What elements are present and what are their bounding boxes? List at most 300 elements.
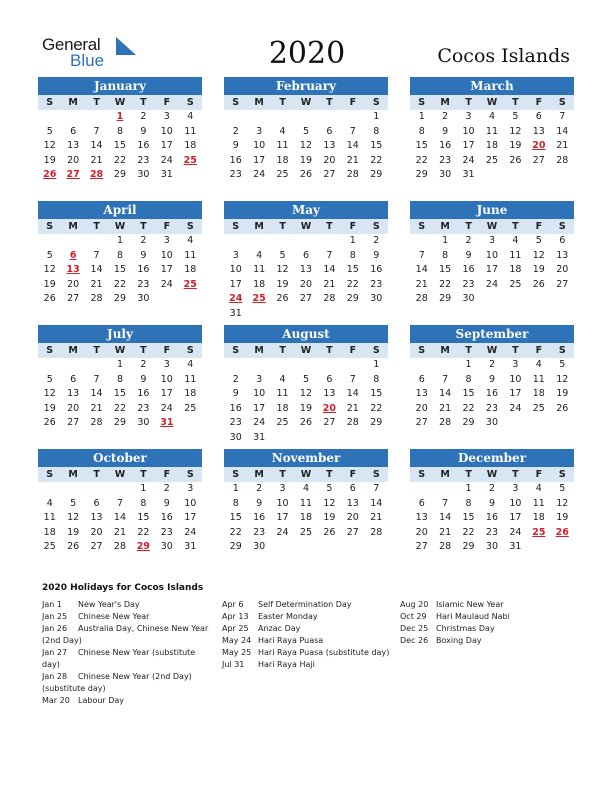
empty-day-cell bbox=[504, 168, 527, 183]
day-cell: 15 bbox=[137, 512, 150, 524]
empty-day-cell bbox=[433, 358, 456, 373]
day-cell: 6 bbox=[349, 483, 356, 494]
day-cell: 6 bbox=[70, 125, 77, 137]
day-cell: 17 bbox=[253, 402, 266, 414]
week-row bbox=[224, 416, 388, 431]
empty-day-cell bbox=[247, 234, 270, 249]
holiday-date: Dec 25 bbox=[400, 624, 429, 633]
day-cell: 15 bbox=[113, 264, 127, 276]
week-row bbox=[38, 402, 202, 417]
weekday-label: W bbox=[114, 97, 126, 108]
empty-day-cell bbox=[271, 110, 294, 125]
day-cell: 1 bbox=[373, 359, 380, 370]
month-header: July bbox=[38, 325, 202, 343]
day-cell: 20 bbox=[67, 278, 80, 290]
holiday-item bbox=[42, 671, 212, 695]
empty-day-cell bbox=[551, 292, 574, 307]
week-row bbox=[410, 110, 574, 125]
day-cell: 25 bbox=[485, 154, 499, 166]
day-cell: 23 bbox=[370, 278, 383, 290]
day-cell: 23 bbox=[137, 278, 150, 290]
day-cell: 6 bbox=[326, 373, 333, 385]
day-cell: 30 bbox=[485, 541, 499, 553]
day-cell: 27 bbox=[299, 293, 313, 305]
holiday-day-cell: 26 bbox=[43, 169, 57, 181]
day-cell: 2 bbox=[488, 359, 495, 370]
day-cell: 28 bbox=[415, 293, 428, 305]
day-cell: 23 bbox=[229, 169, 242, 181]
empty-day-cell bbox=[365, 307, 388, 322]
day-cell: 25 bbox=[43, 541, 56, 553]
day-cell: 15 bbox=[462, 512, 475, 524]
holiday-day-cell: 20 bbox=[322, 402, 337, 414]
day-cell: 16 bbox=[462, 264, 475, 276]
empty-day-cell bbox=[365, 540, 388, 555]
weekday-label: S bbox=[372, 221, 380, 232]
holiday-day-cell: 31 bbox=[160, 417, 174, 429]
day-cell: 17 bbox=[462, 140, 475, 152]
day-cell: 7 bbox=[93, 125, 100, 137]
week-row bbox=[38, 416, 202, 431]
day-cell: 26 bbox=[299, 169, 313, 181]
weekday-header-row bbox=[224, 219, 388, 234]
empty-day-cell bbox=[527, 292, 550, 307]
holiday-item bbox=[400, 599, 570, 611]
day-cell: 9 bbox=[140, 373, 147, 385]
week-row bbox=[410, 154, 574, 169]
weekday-label: S bbox=[186, 469, 194, 480]
empty-day-cell bbox=[318, 234, 341, 249]
day-cell: 21 bbox=[346, 154, 359, 166]
day-cell: 7 bbox=[116, 497, 123, 509]
empty-day-cell bbox=[224, 358, 247, 373]
day-cell: 7 bbox=[373, 483, 380, 494]
day-cell: 15 bbox=[113, 388, 127, 400]
day-cell: 25 bbox=[276, 417, 289, 429]
day-cell: 17 bbox=[229, 278, 242, 290]
empty-day-cell bbox=[318, 540, 341, 555]
day-cell: 20 bbox=[299, 278, 313, 290]
day-cell: 12 bbox=[299, 388, 313, 400]
day-cell: 8 bbox=[465, 497, 472, 509]
week-row bbox=[38, 278, 202, 293]
day-cell: 22 bbox=[113, 154, 127, 166]
weekday-label: T bbox=[93, 97, 100, 108]
weekday-label: W bbox=[300, 345, 312, 356]
day-cell: 11 bbox=[532, 373, 545, 385]
holiday-name: Chinese New Year (2nd Day) (substitute day) bbox=[42, 672, 192, 693]
week-row bbox=[410, 387, 574, 402]
day-cell: 17 bbox=[160, 264, 173, 276]
day-cell: 15 bbox=[462, 388, 475, 400]
day-cell: 29 bbox=[462, 417, 475, 429]
day-cell: 19 bbox=[43, 402, 56, 414]
day-cell: 30 bbox=[370, 293, 383, 305]
day-cell: 1 bbox=[373, 111, 380, 122]
day-cell: 13 bbox=[556, 249, 569, 261]
weekday-label: S bbox=[558, 97, 566, 108]
day-cell: 1 bbox=[418, 111, 425, 122]
day-cell: 27 bbox=[415, 541, 428, 553]
weekday-label: M bbox=[68, 469, 78, 480]
day-cell: 8 bbox=[116, 125, 123, 137]
week-row bbox=[38, 139, 202, 154]
day-cell: 4 bbox=[488, 111, 495, 122]
week-row bbox=[410, 249, 574, 264]
day-cell: 22 bbox=[462, 402, 475, 414]
month-header: August bbox=[224, 325, 388, 343]
day-cell: 22 bbox=[370, 154, 383, 166]
holiday-item bbox=[222, 659, 392, 671]
day-cell: 10 bbox=[276, 497, 289, 509]
holiday-name: Christmas Day bbox=[436, 624, 495, 633]
month-september bbox=[410, 325, 574, 431]
day-cell: 22 bbox=[439, 278, 452, 290]
weekday-label: W bbox=[300, 221, 312, 232]
day-cell: 11 bbox=[532, 497, 545, 509]
day-cell: 6 bbox=[326, 125, 333, 137]
day-cell: 21 bbox=[90, 402, 103, 414]
weekday-label: M bbox=[254, 345, 264, 356]
day-cell: 3 bbox=[279, 483, 286, 494]
day-cell: 26 bbox=[43, 417, 56, 429]
empty-day-cell bbox=[271, 431, 294, 446]
day-cell: 29 bbox=[113, 169, 127, 181]
day-cell: 24 bbox=[276, 526, 289, 538]
day-cell: 10 bbox=[184, 497, 197, 509]
weekday-label: F bbox=[349, 345, 357, 356]
week-row bbox=[224, 263, 388, 278]
empty-day-cell bbox=[179, 168, 202, 183]
week-row bbox=[38, 497, 202, 512]
day-cell: 3 bbox=[187, 483, 194, 494]
day-cell: 10 bbox=[160, 125, 173, 137]
weekday-label: S bbox=[46, 469, 54, 480]
day-cell: 16 bbox=[439, 140, 452, 152]
day-cell: 21 bbox=[556, 140, 569, 152]
week-row bbox=[38, 511, 202, 526]
weekday-label: T bbox=[140, 345, 147, 356]
month-header: April bbox=[38, 201, 202, 219]
empty-day-cell bbox=[527, 168, 550, 183]
day-cell: 6 bbox=[93, 497, 100, 509]
day-cell: 30 bbox=[137, 169, 150, 181]
day-cell: 3 bbox=[163, 359, 170, 370]
month-july bbox=[38, 325, 202, 431]
empty-day-cell bbox=[318, 358, 341, 373]
day-cell: 27 bbox=[556, 278, 569, 290]
month-june bbox=[410, 201, 574, 307]
day-cell: 5 bbox=[326, 483, 333, 494]
day-cell: 7 bbox=[93, 249, 100, 261]
day-cell: 8 bbox=[116, 373, 123, 385]
day-cell: 18 bbox=[299, 512, 313, 524]
holiday-date: May 24 bbox=[222, 636, 252, 645]
week-row bbox=[224, 168, 388, 183]
weekday-label: F bbox=[349, 97, 357, 108]
month-header: March bbox=[410, 77, 574, 95]
day-cell: 23 bbox=[462, 278, 475, 290]
day-cell: 24 bbox=[160, 278, 173, 290]
day-cell: 5 bbox=[302, 373, 309, 385]
day-cell: 19 bbox=[556, 388, 569, 400]
day-cell: 18 bbox=[184, 264, 197, 276]
month-november bbox=[224, 449, 388, 555]
day-cell: 9 bbox=[232, 388, 239, 400]
day-cell: 21 bbox=[415, 278, 428, 290]
day-cell: 17 bbox=[160, 140, 173, 152]
empty-day-cell bbox=[38, 110, 61, 125]
day-cell: 20 bbox=[346, 512, 359, 524]
day-cell: 20 bbox=[67, 154, 80, 166]
weekday-label: M bbox=[254, 97, 264, 108]
week-row bbox=[38, 125, 202, 140]
empty-day-cell bbox=[247, 358, 270, 373]
day-cell: 8 bbox=[442, 249, 449, 261]
day-cell: 27 bbox=[323, 417, 336, 429]
week-row bbox=[224, 154, 388, 169]
day-cell: 15 bbox=[370, 388, 383, 400]
day-cell: 30 bbox=[485, 417, 499, 429]
day-cell: 14 bbox=[90, 388, 103, 400]
day-cell: 12 bbox=[556, 497, 569, 509]
day-cell: 18 bbox=[184, 140, 197, 152]
day-cell: 18 bbox=[276, 402, 289, 414]
day-cell: 5 bbox=[302, 125, 309, 137]
day-cell: 16 bbox=[485, 512, 499, 524]
day-cell: 3 bbox=[512, 483, 519, 494]
empty-day-cell bbox=[247, 110, 270, 125]
day-cell: 5 bbox=[559, 483, 566, 494]
day-cell: 13 bbox=[346, 497, 359, 509]
day-cell: 23 bbox=[253, 526, 266, 538]
day-cell: 13 bbox=[90, 512, 103, 524]
week-row bbox=[38, 373, 202, 388]
day-cell: 28 bbox=[439, 541, 452, 553]
day-cell: 5 bbox=[559, 359, 566, 370]
day-cell: 2 bbox=[163, 483, 170, 494]
weekday-label: T bbox=[512, 221, 519, 232]
day-cell: 8 bbox=[349, 249, 356, 261]
holiday-day-cell: 27 bbox=[66, 169, 80, 181]
week-row bbox=[38, 526, 202, 541]
week-row bbox=[224, 373, 388, 388]
day-cell: 17 bbox=[509, 512, 522, 524]
week-row bbox=[38, 154, 202, 169]
holiday-name: Hari Maulaud Nabi bbox=[436, 612, 510, 621]
day-cell: 9 bbox=[465, 249, 472, 261]
day-cell: 26 bbox=[556, 402, 569, 414]
holiday-name: Hari Raya Puasa bbox=[258, 636, 324, 645]
weekday-label: F bbox=[535, 469, 543, 480]
day-cell: 24 bbox=[184, 526, 197, 538]
weekday-label: T bbox=[279, 345, 286, 356]
empty-day-cell bbox=[38, 234, 61, 249]
day-cell: 31 bbox=[160, 169, 173, 181]
empty-day-cell bbox=[410, 482, 433, 497]
day-cell: 28 bbox=[323, 293, 336, 305]
weekday-label: S bbox=[186, 345, 194, 356]
day-cell: 17 bbox=[160, 388, 173, 400]
holiday-date: Jan 27 bbox=[42, 648, 68, 657]
holiday-day-cell: 24 bbox=[229, 293, 243, 305]
day-cell: 27 bbox=[67, 417, 80, 429]
week-row bbox=[224, 431, 388, 446]
day-cell: 3 bbox=[488, 235, 495, 246]
holiday-item bbox=[400, 623, 570, 635]
day-cell: 26 bbox=[67, 541, 80, 553]
day-cell: 30 bbox=[439, 169, 452, 181]
holiday-name: Hari Raya Puasa (substitute day) bbox=[258, 648, 390, 657]
week-row bbox=[410, 497, 574, 512]
day-cell: 4 bbox=[302, 483, 309, 494]
holiday-column-3 bbox=[400, 599, 570, 647]
day-cell: 15 bbox=[113, 140, 127, 152]
day-cell: 6 bbox=[418, 497, 425, 509]
empty-day-cell bbox=[551, 416, 574, 431]
weekday-header-row bbox=[410, 95, 574, 110]
day-cell: 27 bbox=[67, 293, 80, 305]
day-cell: 3 bbox=[163, 235, 170, 246]
day-cell: 29 bbox=[415, 169, 428, 181]
day-cell: 12 bbox=[299, 140, 313, 152]
holiday-date: Jul 31 bbox=[222, 660, 245, 669]
empty-day-cell bbox=[38, 482, 61, 497]
day-cell: 28 bbox=[90, 293, 103, 305]
day-cell: 19 bbox=[299, 154, 313, 166]
week-row bbox=[224, 358, 388, 373]
week-row bbox=[38, 358, 202, 373]
weekday-label: T bbox=[326, 469, 333, 480]
day-cell: 16 bbox=[370, 264, 383, 276]
empty-day-cell bbox=[85, 110, 108, 125]
day-cell: 25 bbox=[276, 169, 289, 181]
empty-day-cell bbox=[527, 416, 550, 431]
day-cell: 7 bbox=[442, 373, 449, 385]
day-cell: 8 bbox=[373, 125, 380, 137]
empty-day-cell bbox=[551, 540, 574, 555]
day-cell: 10 bbox=[462, 125, 475, 137]
week-row bbox=[224, 497, 388, 512]
empty-day-cell bbox=[294, 307, 317, 322]
empty-day-cell bbox=[61, 358, 84, 373]
day-cell: 22 bbox=[229, 526, 242, 538]
holiday-item bbox=[400, 635, 570, 647]
month-october bbox=[38, 449, 202, 555]
day-cell: 10 bbox=[485, 249, 499, 261]
weekday-label: T bbox=[465, 469, 472, 480]
week-row bbox=[224, 482, 388, 497]
holiday-day-cell: 20 bbox=[532, 140, 546, 152]
holiday-item bbox=[42, 611, 212, 623]
weekday-label: W bbox=[114, 345, 126, 356]
day-cell: 23 bbox=[485, 402, 499, 414]
weekday-label: M bbox=[68, 345, 78, 356]
day-cell: 9 bbox=[488, 497, 495, 509]
day-cell: 4 bbox=[187, 111, 194, 122]
day-cell: 5 bbox=[512, 111, 519, 122]
holiday-day-cell: 26 bbox=[555, 526, 569, 538]
weekday-header-row bbox=[410, 219, 574, 234]
week-row bbox=[38, 234, 202, 249]
day-cell: 7 bbox=[349, 125, 356, 137]
week-row bbox=[224, 139, 388, 154]
weekday-label: S bbox=[232, 469, 240, 480]
day-cell: 21 bbox=[439, 402, 452, 414]
day-cell: 14 bbox=[346, 140, 359, 152]
day-cell: 15 bbox=[229, 512, 242, 524]
month-february bbox=[224, 77, 388, 183]
day-cell: 26 bbox=[43, 293, 56, 305]
weekday-label: S bbox=[558, 469, 566, 480]
day-cell: 7 bbox=[349, 373, 356, 385]
day-cell: 16 bbox=[253, 512, 266, 524]
holiday-name: Boxing Day bbox=[436, 636, 482, 645]
day-cell: 24 bbox=[462, 154, 475, 166]
holiday-name: Australia Day, Chinese New Year (2nd Day) bbox=[42, 624, 209, 645]
week-row bbox=[224, 249, 388, 264]
holiday-day-cell: 28 bbox=[89, 169, 104, 181]
day-cell: 29 bbox=[229, 541, 242, 553]
holiday-name: Chinese New Year bbox=[78, 612, 150, 621]
holiday-name: Easter Monday bbox=[258, 612, 318, 621]
day-cell: 1 bbox=[116, 235, 123, 246]
week-row bbox=[224, 540, 388, 555]
weekday-header-row bbox=[410, 467, 574, 482]
weekday-label: F bbox=[535, 221, 543, 232]
day-cell: 2 bbox=[232, 373, 239, 385]
weekday-label: S bbox=[372, 469, 380, 480]
day-cell: 16 bbox=[137, 264, 150, 276]
holidays-title: 2020 Holidays for Cocos Islands bbox=[42, 583, 204, 593]
day-cell: 6 bbox=[302, 249, 309, 261]
empty-day-cell bbox=[179, 292, 202, 307]
day-cell: 19 bbox=[67, 526, 80, 538]
holiday-date: Apr 6 bbox=[222, 600, 244, 609]
month-header: January bbox=[38, 77, 202, 95]
weekday-label: S bbox=[186, 221, 194, 232]
holiday-item bbox=[42, 647, 212, 671]
holiday-date: Mar 20 bbox=[42, 696, 70, 705]
day-cell: 27 bbox=[323, 169, 336, 181]
weekday-header-row bbox=[38, 467, 202, 482]
holiday-date: Apr 13 bbox=[222, 612, 249, 621]
day-cell: 4 bbox=[512, 235, 519, 246]
week-row bbox=[410, 139, 574, 154]
day-cell: 5 bbox=[46, 249, 53, 261]
month-header: September bbox=[410, 325, 574, 343]
day-cell: 1 bbox=[465, 483, 472, 494]
holiday-item bbox=[42, 599, 212, 611]
day-cell: 14 bbox=[90, 264, 103, 276]
day-cell: 21 bbox=[113, 526, 127, 538]
day-cell: 5 bbox=[535, 235, 542, 246]
holiday-date: Oct 29 bbox=[400, 612, 427, 621]
weekday-label: M bbox=[440, 221, 450, 232]
weekday-label: T bbox=[279, 469, 286, 480]
day-cell: 14 bbox=[556, 125, 569, 137]
week-row bbox=[224, 526, 388, 541]
empty-day-cell bbox=[61, 110, 84, 125]
day-cell: 12 bbox=[276, 264, 289, 276]
day-cell: 18 bbox=[532, 512, 545, 524]
day-cell: 16 bbox=[137, 140, 150, 152]
empty-day-cell bbox=[410, 358, 433, 373]
day-cell: 5 bbox=[279, 249, 286, 261]
holiday-day-cell: 1 bbox=[116, 111, 124, 122]
month-header: June bbox=[410, 201, 574, 219]
empty-day-cell bbox=[61, 234, 84, 249]
